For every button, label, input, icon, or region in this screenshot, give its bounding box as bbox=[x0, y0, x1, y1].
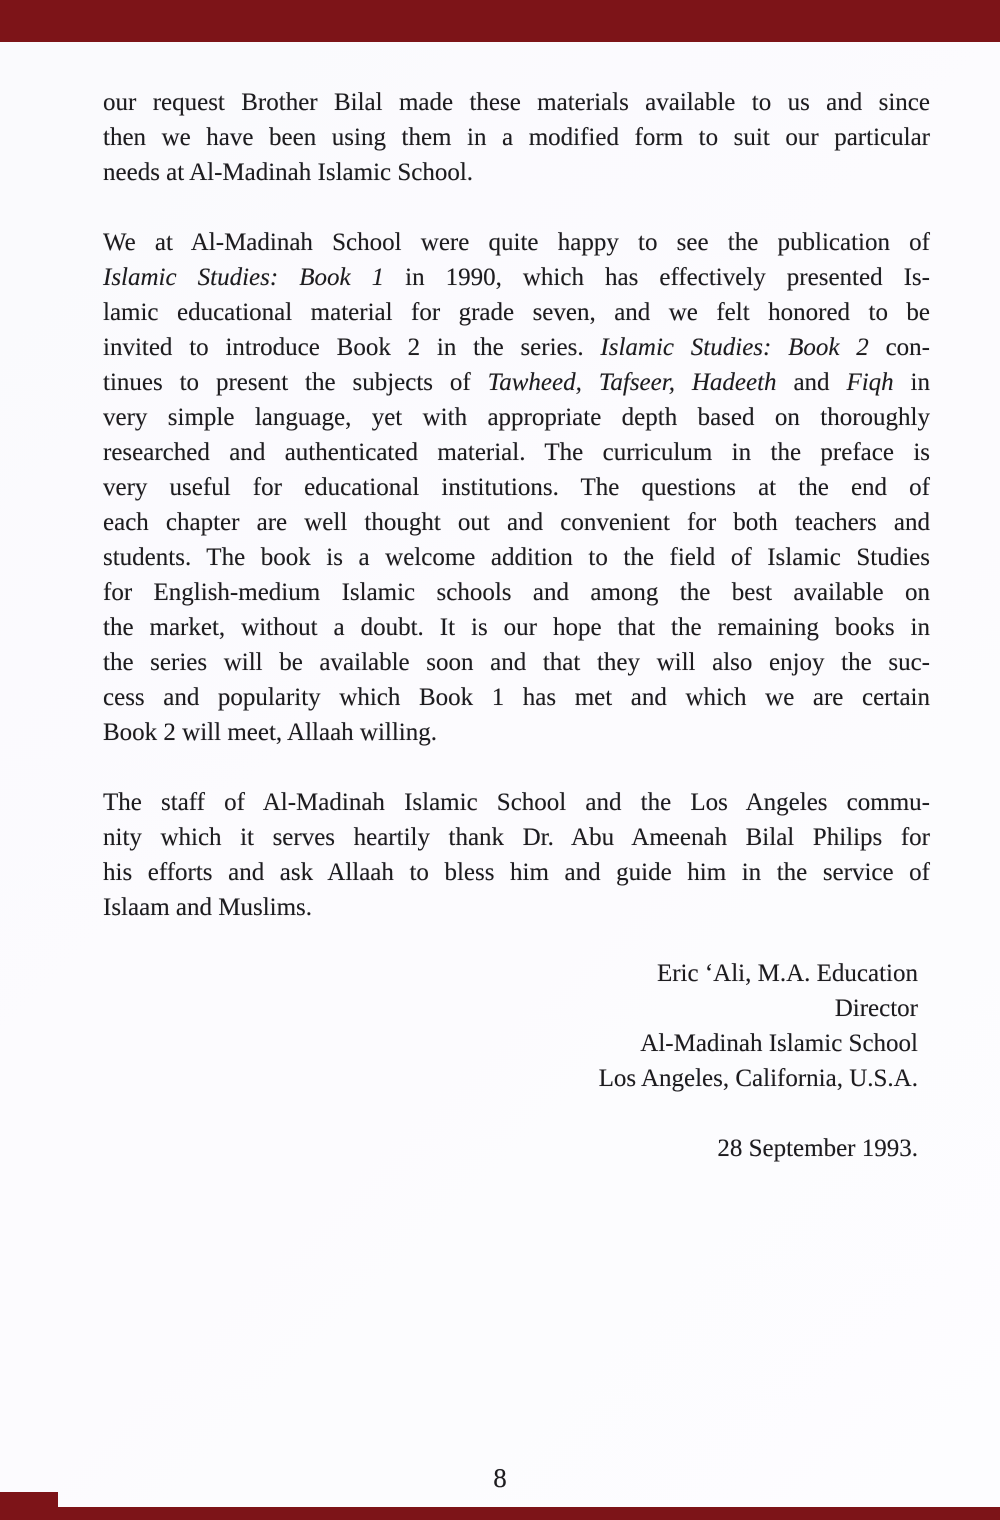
book-cover-edge-bottom bbox=[0, 1507, 1000, 1520]
page-number: 8 bbox=[493, 1463, 507, 1493]
signature-line: Los Angeles, California, U.S.A. bbox=[598, 1065, 918, 1092]
text-line: We at Al-Madinah School were quite happy to see the publication of bbox=[103, 229, 930, 256]
signature-line: Eric ‘Ali, M.A. Education bbox=[656, 960, 918, 987]
signature-line: Al-Madinah Islamic School bbox=[640, 1030, 918, 1057]
text-line: researched and authenticated material. The curriculum in the preface is bbox=[103, 439, 930, 466]
text-line: The staff of Al-Madinah Islamic School and the Los Angeles commu- bbox=[103, 789, 930, 816]
text-line: nity which it serves heartily thank Dr. Abu Ameenah Bilal Philips for bbox=[103, 824, 930, 851]
text-line: invited to introduce Book 2 in the series. Islamic Studies: Book 2 con- bbox=[103, 334, 931, 361]
paragraph bbox=[103, 225, 930, 750]
text-line: then we have been using them in a modified form to suit our particular bbox=[103, 124, 930, 151]
text-line: our request Brother Bilal made these materials available to us and since bbox=[103, 89, 930, 116]
paragraph bbox=[103, 785, 930, 925]
book-cover-edge-corner bbox=[0, 1492, 58, 1520]
text-line: Book 2 will meet, Allaah willing. bbox=[103, 719, 437, 746]
text-line: Islaam and Muslims. bbox=[103, 894, 313, 921]
book-cover-edge-top bbox=[0, 0, 1000, 42]
page-content bbox=[103, 85, 930, 1166]
text-line: cess and popularity which Book 1 has met and which we are certain bbox=[103, 684, 930, 711]
text-line: students. The book is a welcome addition to the field of Islamic Studies bbox=[103, 544, 930, 571]
signature-line: Director bbox=[834, 995, 918, 1022]
text-line: each chapter are well thought out and convenient for both teachers and bbox=[103, 509, 930, 536]
text-line: for English-medium Islamic schools and among the best available on bbox=[103, 579, 930, 606]
text-line: needs at Al-Madinah Islamic School. bbox=[103, 159, 474, 186]
body-paragraphs bbox=[103, 85, 930, 925]
text-line: tinues to present the subjects of Tawheed, Tafseer, Hadeeth and Fiqh in bbox=[103, 369, 930, 396]
signature-block bbox=[103, 956, 930, 1096]
date-line: 28 September 1993. bbox=[717, 1135, 918, 1162]
text-line: his efforts and ask Allaah to bless him and guide him in the service of bbox=[103, 859, 930, 886]
text-line: the series will be available soon and that they will also enjoy the suc- bbox=[103, 649, 930, 676]
paragraph bbox=[103, 85, 930, 190]
text-line: Islamic Studies: Book 1 in 1990, which has effectively presented Is- bbox=[103, 264, 930, 291]
text-line: the market, without a doubt. It is our hope that the remaining books in bbox=[103, 614, 930, 641]
text-line: very useful for educational institutions. The questions at the end of bbox=[103, 474, 930, 501]
text-line: lamic educational material for grade seven, and we felt honored to be bbox=[103, 299, 930, 326]
text-line: very simple language, yet with appropriate depth based on thoroughly bbox=[103, 404, 930, 431]
